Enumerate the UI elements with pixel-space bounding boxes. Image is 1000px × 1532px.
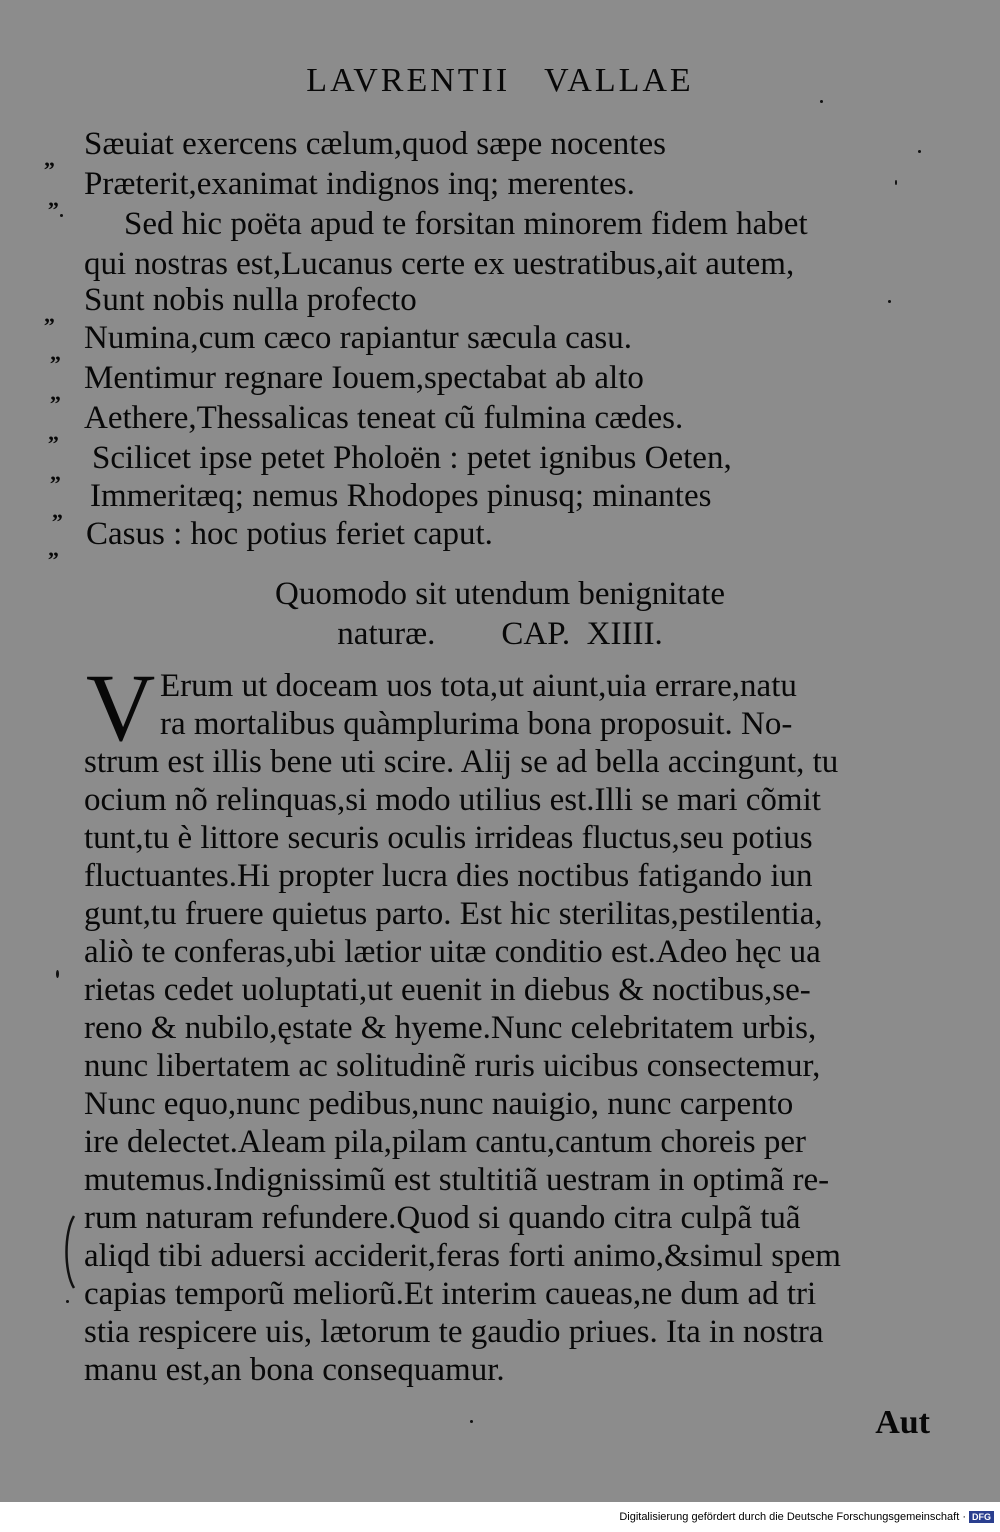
body-line: manu est,an bona consequamur. (84, 1352, 505, 1388)
chapter-number: naturæ. CAP. XIIII. (337, 616, 663, 652)
digitization-footer (0, 1502, 1000, 1532)
quote-mark: „ (52, 498, 63, 523)
text-line: qui nostras est,Lucanus certe ex uestratibus,ait autem, (84, 246, 795, 282)
scan-speck (918, 150, 921, 153)
quote-mark: „ (48, 186, 59, 211)
dfg-logo: DFG (969, 1511, 994, 1523)
quote-mark: „ (50, 380, 61, 405)
verse-line: Immeritæq; nemus Rhodopes pinusq; minantes (90, 478, 712, 514)
text-line: Sed hic poëta apud te forsitan minorem fidem habet (124, 206, 808, 242)
verse-line: Sunt nobis nulla profecto (84, 282, 417, 318)
body-line: ra mortalibus quàmplurima bona proposuit. No- (160, 706, 793, 742)
body-line: strum est illis bene uti scire. Alij se ad bella accingunt, tu (84, 744, 839, 780)
quote-mark: „ (48, 420, 59, 445)
body-line: gunt,tu fruere quietus parto. Est hic sterilitas,pestilentia, (84, 896, 823, 932)
quote-mark: „ (44, 146, 55, 171)
chapter-title: Quomodo sit utendum benignitate (274, 576, 726, 612)
body-line: tunt,tu è littore securis oculis irrideas fluctus,seu potius (84, 820, 813, 856)
body-line: ocium nõ relinquas,si modo utilius est.Illi se mari cõmit (84, 782, 821, 818)
verse-line: Aethere,Thessalicas teneat cũ fulmina cædes. (84, 400, 684, 436)
margin-bracket (60, 1212, 80, 1292)
body-line: mutemus.Indignissimũ est stultitiã uestram in optimã re- (84, 1162, 830, 1198)
body-line: rum naturam refundere.Quod si quando citra culpã tuã (84, 1200, 801, 1236)
verse-line: Præterit,exanimat indignos inq; merentes. (84, 166, 635, 202)
scan-speck (895, 180, 897, 185)
quote-mark: „ (50, 340, 61, 365)
scan-speck (66, 1300, 69, 1303)
quote-mark: „ (44, 302, 55, 327)
verse-line: Numina,cum cæco rapiantur sæcula casu. (84, 320, 632, 356)
footer-credit: Digitalisierung gefördert durch die Deutsche Forschungsgemeinschaft · (619, 1511, 966, 1523)
verse-line: Sæuiat exercens cælum,quod sæpe nocentes (84, 126, 666, 162)
body-line: aliò te conferas,ubi lætior uitæ conditio est.Adeo hęc ua (84, 934, 821, 970)
scan-speck (470, 1420, 473, 1423)
body-line: fluctuantes.Hi propter lucra dies noctibus fatigando iun (84, 858, 813, 894)
drop-cap: V (86, 654, 156, 761)
scan-speck (60, 214, 63, 217)
catchword: Aut (875, 1404, 930, 1441)
scan-speck (56, 970, 59, 978)
body-line: reno & nubilo,ęstate & hyeme.Nunc celebritatem urbis, (84, 1010, 817, 1046)
body-line: capias temporũ meliorũ.Et interim caueas,ne dum ad tri (84, 1276, 817, 1312)
body-line: ire delectet.Aleam pila,pilam cantu,cantum choreis per (84, 1124, 807, 1160)
body-line: Nunc equo,nunc pedibus,nunc nauigio, nunc carpento (84, 1086, 794, 1122)
running-head: LAVRENTII VALLAE (306, 62, 694, 99)
quote-mark: „ (50, 460, 61, 485)
verse-line: Mentimur regnare Iouem,spectabat ab alto (84, 360, 644, 396)
quote-mark: „ (48, 536, 59, 561)
body-line: aliqd tibi aduersi acciderit,feras forti animo,&simul spem (84, 1238, 841, 1274)
body-line: Erum ut doceam uos tota,ut aiunt,uia errare,natu (160, 668, 797, 704)
verse-line: Casus : hoc potius feriet caput. (86, 516, 493, 552)
scan-speck (820, 100, 823, 103)
body-line: stia respicere uis, lætorum te gaudio priues. Ita in nostra (84, 1314, 824, 1350)
body-line: nunc libertatem ac solitudinẽ ruris uicibus consectemur, (84, 1048, 821, 1084)
scan-speck (888, 300, 891, 303)
verse-line: Scilicet ipse petet Pholoën : petet ignibus Oeten, (92, 440, 732, 476)
body-line: rietas cedet uoluptati,ut euenit in diebus & noctibus,se- (84, 972, 811, 1008)
